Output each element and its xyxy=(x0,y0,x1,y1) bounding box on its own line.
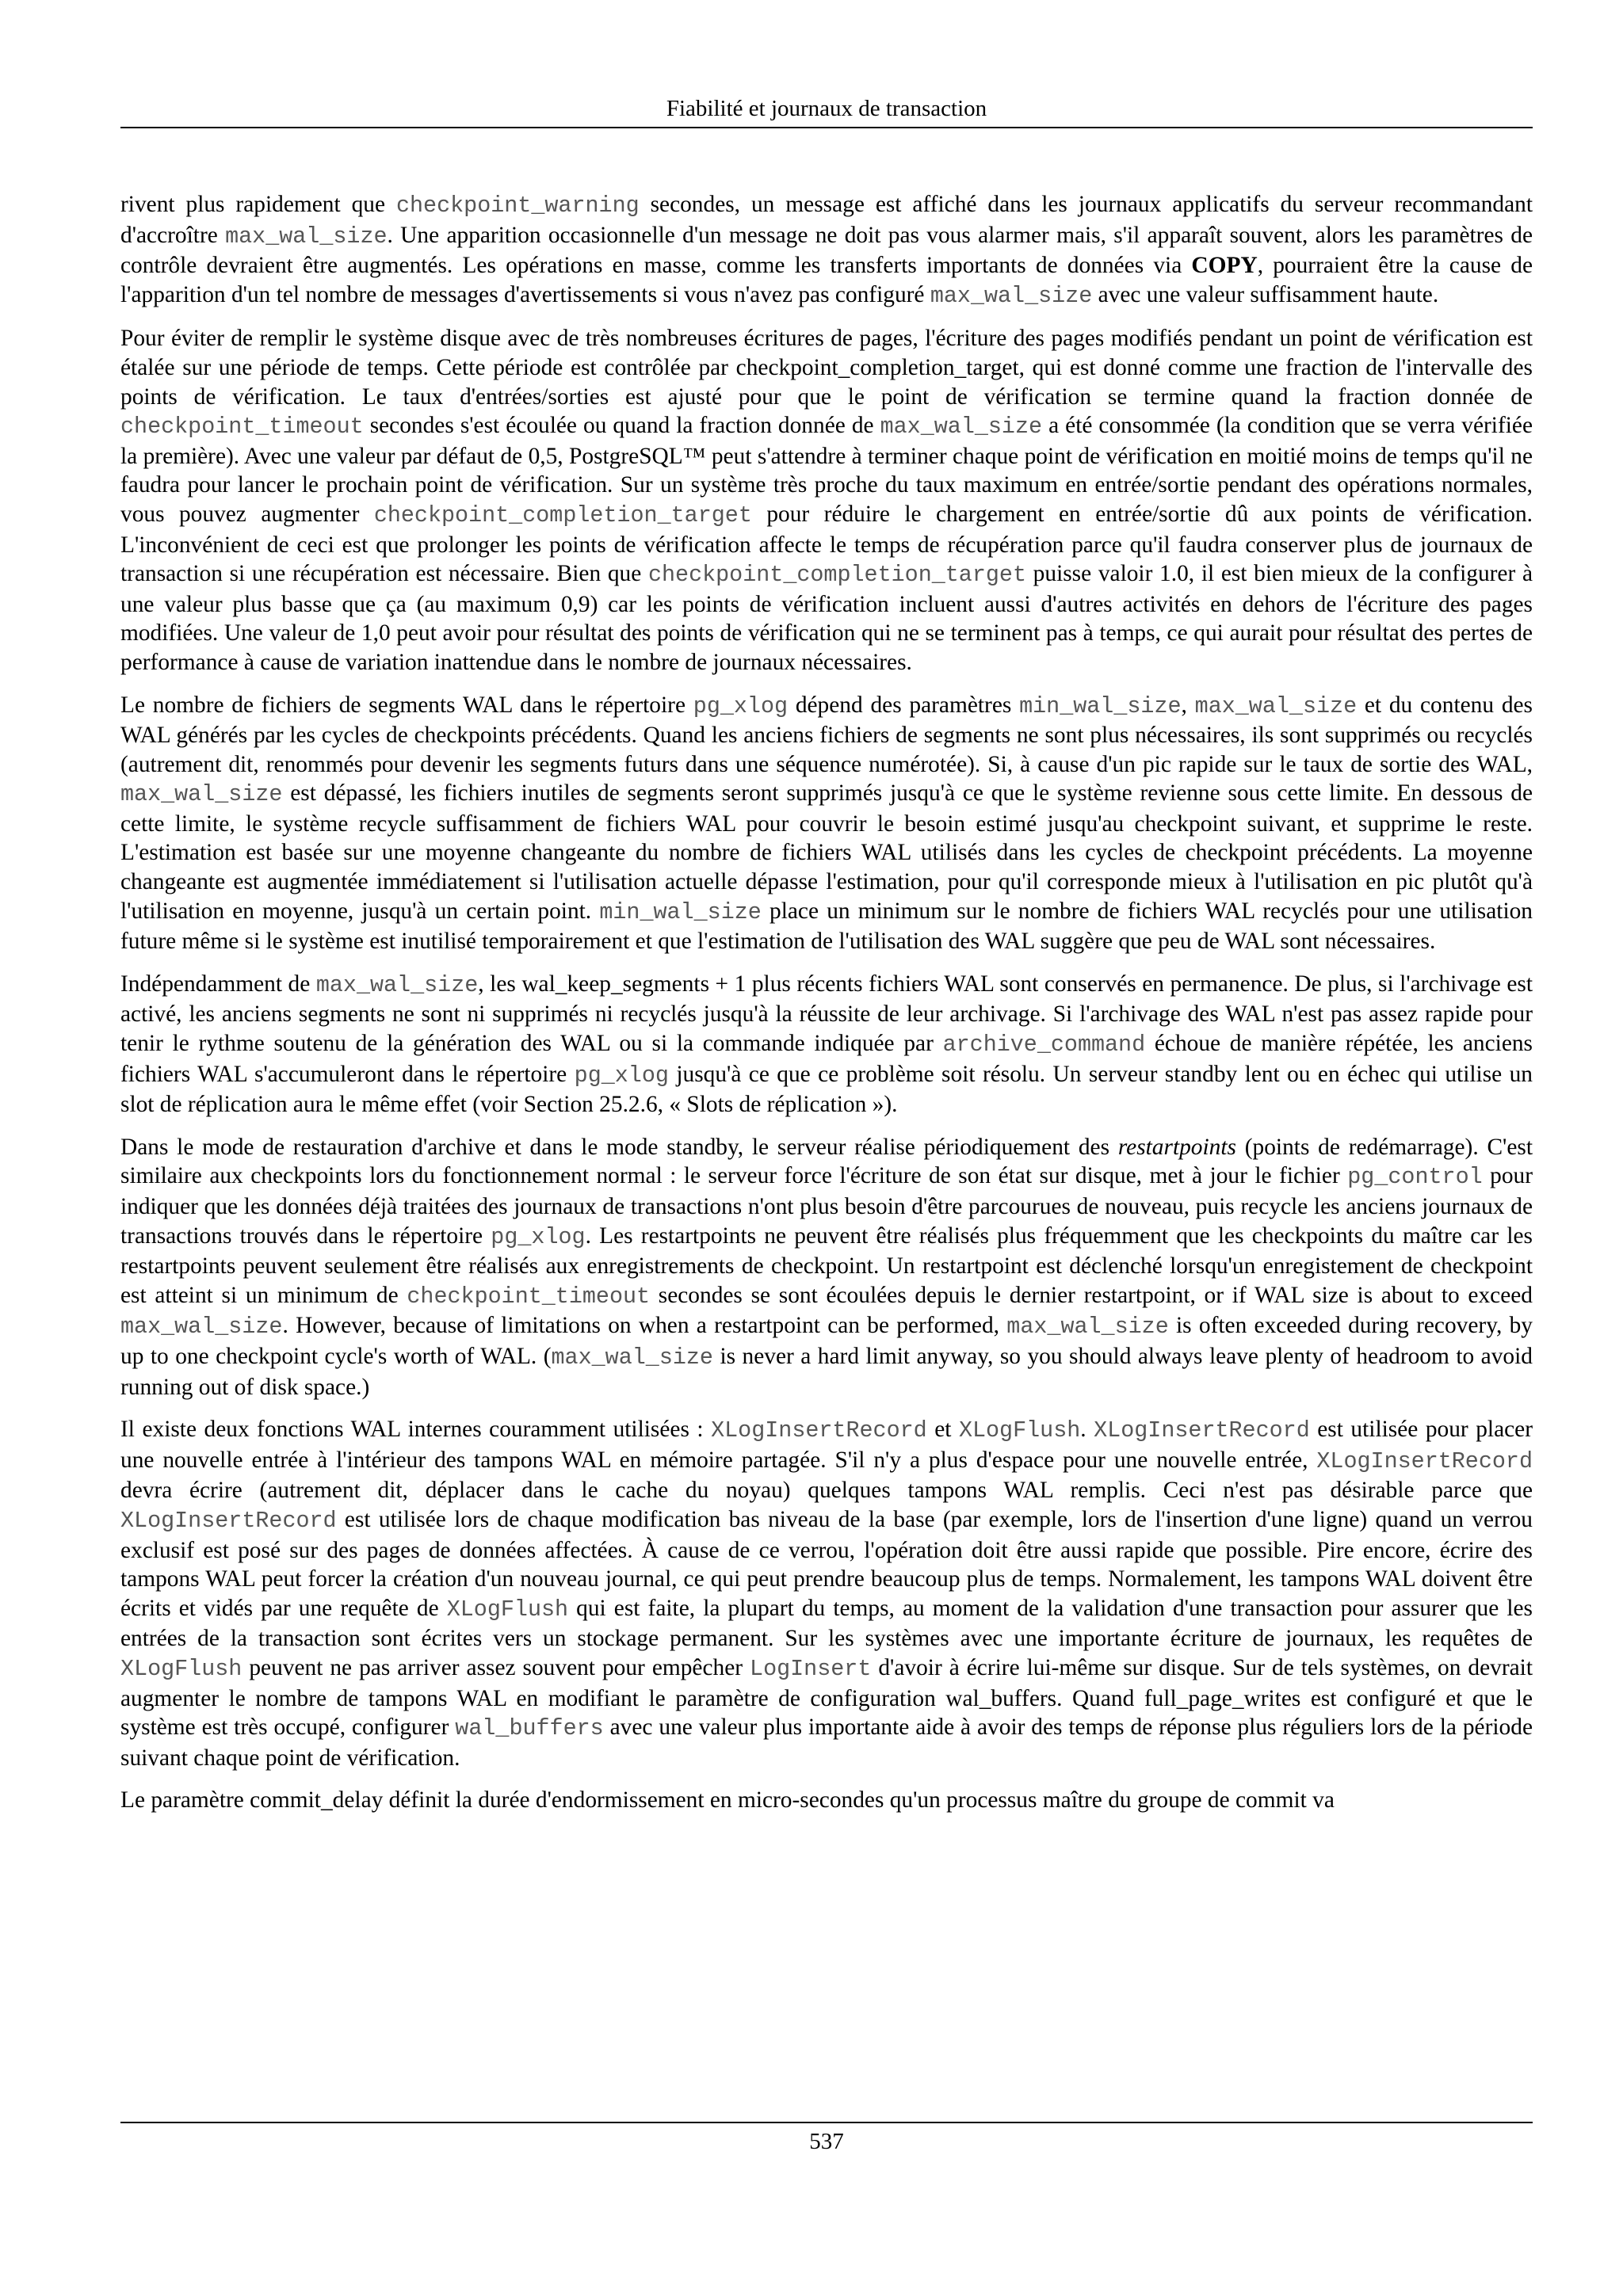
text-run: rivent plus rapidement que xyxy=(120,192,396,217)
text-run: devra écrire (autrement dit, déplacer dans le cache du noyau) quelques tampons WAL remplis. Ceci n'est pas désirable parce que xyxy=(120,1478,1533,1504)
code-literal: max_wal_size xyxy=(225,223,388,250)
text-run: est utilisée lors de chaque modification bas niveau de la base (par exemple, lors de l'insertion d'une ligne) quand un verrou exclusif est posé sur des pages de données affectées. À cause de ce verrou, l'opération doit être aussi rapide que possible. Pire encore, écrire des tampons WAL peut forcer la création d'un nouveau journal, ce qui peut prendre beaucoup plus de temps. Normalement, les tampons WAL doivent être écrits et vidés par une requête de xyxy=(120,1506,1533,1621)
text-run: . Les restartpoints ne peuvent être réalisés plus fréquemment que les checkpoints du maître car les restartpoints peuvent seulement être réalisés aux enregistrements de checkpoint. Un restartpoint est déclenché lorsqu'un enregistement de checkpoint est atteint si un minimum de xyxy=(120,1222,1533,1308)
text-run: qui est faite, la plupart du temps, au moment de la validation d'une transaction pour assurer que les entrées de la transaction sont écrites vers un stockage permanent. Sur les systèmes avec une importante écriture de journaux, les requêtes de xyxy=(120,1595,1533,1652)
code-literal: min_wal_size xyxy=(599,898,762,925)
code-literal: pg_xlog xyxy=(574,1062,669,1089)
code-literal: checkpoint_timeout xyxy=(407,1283,651,1310)
text-run: Le paramètre commit_delay définit la durée d'endormissement en micro-secondes qu'un processus maître du groupe de commit va xyxy=(120,1787,1335,1814)
code-literal: max_wal_size xyxy=(1006,1314,1169,1341)
code-literal: checkpoint_timeout xyxy=(120,414,364,441)
text-run: Pour éviter de remplir le système disque avec de très nombreuses écritures de pages, l'écriture des pages modifiés pendant un point de vérification est étalée sur une période de temps. Cette période est contrôlée par checkpoint_completion_target, qui est donné comme une fraction de l'intervalle des points de vérification. Le taux d'entrées/sorties est ajusté pour que le point de vérification se termine quand la fraction donnée de xyxy=(120,326,1533,410)
header-rule xyxy=(120,127,1533,128)
text-run: pour indiquer que les données déjà traitées des journaux de transactions n'ont plus besoin d'être parcourues de nouveau, puis recycle les anciens journaux de transactions trouvés dans le répertoire xyxy=(120,1163,1533,1249)
text-run: Indépendamment de xyxy=(120,971,316,997)
code-literal: XLogInsertRecord xyxy=(1094,1417,1310,1444)
text-run: , xyxy=(1181,692,1195,718)
paragraph xyxy=(120,970,1533,1119)
code-literal: pg_xlog xyxy=(693,692,789,719)
code-literal: archive_command xyxy=(942,1032,1146,1058)
code-literal: checkpoint_warning xyxy=(395,193,640,219)
text-run: et xyxy=(926,1417,959,1443)
text-run: et du contenu des WAL générés par les cycles de checkpoints précédents. Quand les anciens fichiers de segments ne sont plus nécessaires, ils sont supprimés ou recyclés (autrement dit, renommés pour devenir les segments futurs dans une séquence numérotée). Si, à cause d'un pic rapide sur le taux de sortie des WAL, xyxy=(120,692,1533,777)
text-run: est utilisée pour placer une nouvelle entrée à l'intérieur des tampons WAL en mémoire partagée. S'il n'y a plus d'espace pour une nouvelle entrée, xyxy=(120,1417,1533,1473)
code-literal: LogInsert xyxy=(750,1655,872,1682)
bold-term: COPY xyxy=(1191,253,1258,279)
code-literal: max_wal_size xyxy=(315,971,479,998)
text-run: (points de redémarrage). C'est similaire aux checkpoints lors du fonctionnement normal : le serveur force l'écriture de son état sur disque, met à jour le fichier xyxy=(120,1134,1533,1189)
text-run: pour réduire le chargement en entrée/sortie dû aux points de vérification. L'inconvénient de ceci est que prolonger les points de vérification affecte le temps de récupération parce qu'il faudra conserver plus de journaux de transaction si une récupération est nécessaire. Bien que xyxy=(120,501,1533,587)
code-literal: wal_buffers xyxy=(455,1715,604,1742)
footer-rule xyxy=(120,2122,1533,2123)
code-literal: XLogFlush xyxy=(958,1417,1081,1444)
code-literal: pg_control xyxy=(1347,1164,1483,1191)
text-run: d'avoir à écrire lui-même sur disque. Sur de tels systèmes, on devrait augmenter le nombre de tampons WAL en modifiant le paramètre de configuration wal_buffers. Quand full_page_writes est configuré et que le système est très occupé, configurer xyxy=(120,1654,1533,1741)
text-run: avec une valeur suffisamment haute. xyxy=(1092,281,1439,307)
body-text xyxy=(120,190,1533,1829)
code-literal: min_wal_size xyxy=(1019,692,1182,719)
paragraph xyxy=(120,1133,1533,1402)
code-literal: max_wal_size xyxy=(880,414,1043,441)
code-literal: XLogInsertRecord xyxy=(1316,1447,1533,1474)
text-run: . However, because of limitations on when a restartpoint can be performed, xyxy=(282,1313,1007,1339)
code-literal: max_wal_size xyxy=(930,282,1093,309)
text-run: Dans le mode de restauration d'archive et dans le mode standby, le serveur réalise périodiquement des xyxy=(120,1134,1118,1160)
code-literal: XLogInsertRecord xyxy=(711,1417,927,1444)
code-literal: max_wal_size xyxy=(551,1344,713,1371)
text-run: is never a hard limit anyway, so you should always leave plenty of headroom to avoid running out of disk space.) xyxy=(120,1343,1533,1400)
text-run: , pourraient être la cause de l'apparition d'un tel nombre de messages d'avertissements si vous n'avez pas configuré xyxy=(120,253,1533,307)
text-run: avec une valeur plus importante aide à avoir des temps de réponse plus réguliers lors de la période suivant chaque point de vérification. xyxy=(120,1714,1533,1771)
text-run: peuvent ne pas arriver assez souvent pour empêcher xyxy=(242,1654,750,1680)
text-run: . Une apparition occasionnelle d'un message ne doit pas vous alarmer mais, s'il apparaît souvent, alors les paramètres de contrôle devraient être augmentés. Les opérations en masse, comme les transferts importants de données via xyxy=(120,222,1533,279)
code-literal: max_wal_size xyxy=(120,781,283,808)
text-run: a été consommée (la condition que se verra vérifiée la première). Avec une valeur par défaut de 0,5, PostgreSQL™ peut s'attendre à terminer chaque point de vérification en moitié moins de temps qu'il ne faudra pour lancer le prochain point de vérification. Sur un système très proche du taux maximum en entrée/sortie pendant des opérations normales, vous pouvez augmenter xyxy=(120,413,1533,527)
paragraph xyxy=(120,190,1533,311)
text-run: jusqu'à ce que ce problème soit résolu. Un serveur standby lent ou en échec qui utilise un slot de réplication aura le même effet (voir Section 25.2.6, « Slots de réplication »). xyxy=(120,1061,1533,1118)
code-literal: max_wal_size xyxy=(120,1314,283,1341)
text-run: secondes s'est écoulée ou quand la fraction donnée de xyxy=(363,413,880,439)
text-run: est dépassé, les fichiers inutiles de segments seront supprimés jusqu'à ce que le système revienne sous cette limite. En dessous de cette limite, le système recycle suffisamment de fichiers WAL pour couvrir le besoin estimé jusqu'au checkpoint suivant, et supprime le reste. L'estimation est basée sur une moyenne changeante du nombre de fichiers WAL utilisés dans les cycles de checkpoint précédents. La moyenne changeante est augmentée immédiatement si l'utilisation actuelle dépasse l'estimation, pour qu'il corresponde mieux à l'utilisation en pic plutôt qu'à l'utilisation en moyenne, jusqu'à un certain point. xyxy=(120,780,1533,924)
text-run: dépend des paramètres xyxy=(788,692,1020,718)
paragraph xyxy=(120,691,1533,956)
code-literal: checkpoint_completion_target xyxy=(373,502,752,528)
paragraph xyxy=(120,1786,1533,1815)
text-run: Le nombre de fichiers de segments WAL dans le répertoire xyxy=(120,692,693,718)
code-literal: max_wal_size xyxy=(1194,692,1358,719)
text-run: Il existe deux fonctions WAL internes couramment utilisées : xyxy=(120,1417,712,1443)
text-run: place un minimum sur le nombre de fichiers WAL recyclés pour une utilisation future même si le système est inutilisé temporairement et que l'estimation de l'utilisation des WAL suggère que peu de WAL sont nécessaires. xyxy=(120,898,1533,955)
code-literal: checkpoint_completion_target xyxy=(647,562,1026,589)
code-literal: XLogFlush xyxy=(120,1655,242,1682)
text-run: . xyxy=(1080,1417,1094,1443)
text-run: is often exceeded during recovery, by up to one checkpoint cycle's worth of WAL. ( xyxy=(120,1313,1533,1369)
text-run: puisse valoir 1.0, il est bien mieux de la configurer à une valeur plus basse que ça (au maximum 0,9) car les points de vérification incluent aussi d'autres activités en dehors de l'écriture des pages modifiées. Une valeur de 1,0 peut avoir pour résultat des points de vérification qui ne se terminent pas à temps, ce qui aurait pour résultat des pertes de performance à cause de variation inattendue dans le nombre de journaux nécessaires. xyxy=(120,561,1533,675)
code-literal: XLogInsertRecord xyxy=(120,1507,337,1534)
code-literal: XLogFlush xyxy=(446,1596,569,1623)
running-header: Fiabilité et journaux de transaction xyxy=(666,96,987,121)
paragraph xyxy=(120,1415,1533,1772)
text-run: échoue de manière répétée, les anciens fichiers WAL s'accumuleront dans le répertoire xyxy=(120,1031,1533,1087)
text-run: secondes se sont écoulées depuis le dernier restartpoint, or if WAL size is about to exceed xyxy=(650,1282,1533,1308)
page-number: 537 xyxy=(809,2129,844,2154)
text-run: , les wal_keep_segments + 1 plus récents fichiers WAL sont conservés en permanence. De plus, si l'archivage est activé, les anciens segments ne sont ni supprimés ni recyclés jusqu'à la réussite de leur archivage. Si l'archivage des WAL n'est pas assez rapide pour tenir le rythme soutenu de la génération des WAL ou si la commande indiquée par xyxy=(120,971,1533,1057)
italic-term: restartpoints xyxy=(1117,1134,1236,1160)
code-literal: pg_xlog xyxy=(491,1223,586,1250)
paragraph xyxy=(120,324,1533,677)
text-run: secondes, un message est affiché dans les journaux applicatifs du serveur recommandant d'accroître xyxy=(120,192,1533,248)
